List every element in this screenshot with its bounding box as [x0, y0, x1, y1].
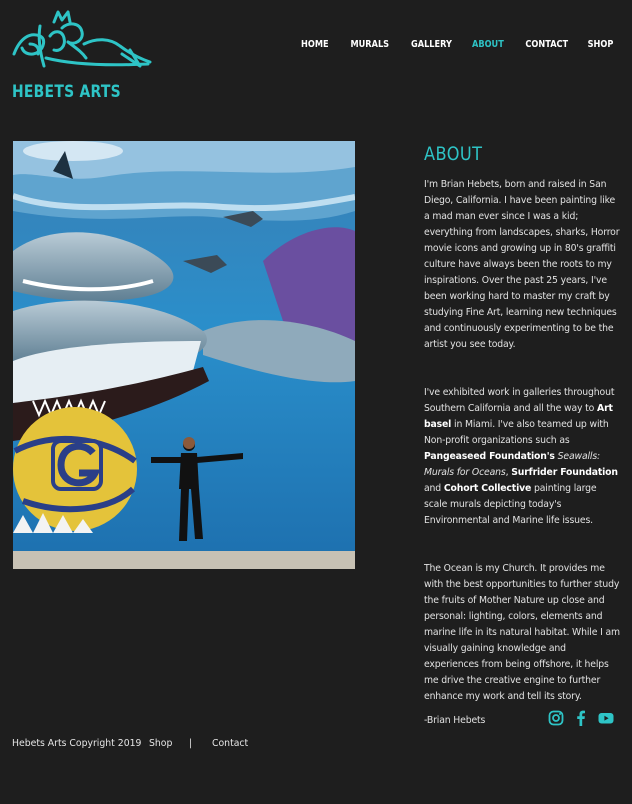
footer-contact-link[interactable]: Contact — [212, 738, 249, 749]
about-paragraph-3: The Ocean is my Church. It provides me with the best opportunities to further study the fruits of Mother Nature up close and personal: lighting, colors, elements and marine life in its natural habitat. While I am visually gaining knowledge and experiences from being offshore, it helps me drive the creative engine to further enhance my work and tell its story. — [424, 563, 620, 702]
pangeaseed-text: Pangeaseed Foundation's — [424, 451, 555, 462]
signature: -Brian Hebets — [424, 715, 486, 726]
nav-about[interactable]: ABOUT — [471, 39, 504, 50]
surfrider-text: Surfrider Foundation — [511, 467, 618, 478]
about-section — [424, 143, 620, 729]
footer-copyright: Hebets Arts Copyright 2019 — [12, 738, 142, 749]
instagram-icon[interactable] — [548, 710, 564, 726]
nav-murals[interactable]: MURALS — [350, 39, 389, 50]
nav-contact[interactable]: CONTACT — [525, 39, 569, 50]
nav-gallery[interactable]: GALLERY — [410, 39, 452, 50]
cohort-text: Cohort Collective — [443, 483, 532, 494]
nav-shop[interactable]: SHOP — [587, 39, 613, 50]
about-paragraph-1: I'm Brian Hebets, born and raised in San Diego, California. I have been painting like a mad man ever since I was a kid; everything from landscapes, sharks, Horror movie icons and growing up in 80's graffiti culture have always been the roots to my inspirations. Over the past 25 years, I've been working hard to master my craft by studying Fine Art, learning new techniques and continuously experimenting to be the artist you see today. — [424, 179, 620, 350]
about-heading: ABOUT — [424, 143, 483, 165]
site-title[interactable]: HEBETS ARTS — [12, 82, 121, 102]
youtube-icon[interactable] — [598, 710, 614, 726]
footer-divider: | — [189, 738, 193, 749]
facebook-icon[interactable] — [573, 710, 589, 726]
footer-shop-link[interactable]: Shop — [149, 738, 173, 749]
art-basel-text: Art basel — [424, 403, 613, 430]
mural-photo — [13, 141, 355, 569]
main-nav — [282, 39, 613, 50]
logo-graffiti[interactable] — [10, 8, 152, 72]
about-paragraph-2: I've exhibited work in galleries throughout Southern California and all the way to Art basel in Miami. I've also teamed up with Non-profit organizations such as Pangeaseed Foundation's Seawalls: Murals for Oceans, Surfrider Foundation and Cohort Collective painting large scale murals depicting today's Environmental and Marine life issues. — [424, 387, 618, 526]
nav-home[interactable]: HOME — [301, 39, 329, 50]
social-links — [548, 710, 614, 726]
